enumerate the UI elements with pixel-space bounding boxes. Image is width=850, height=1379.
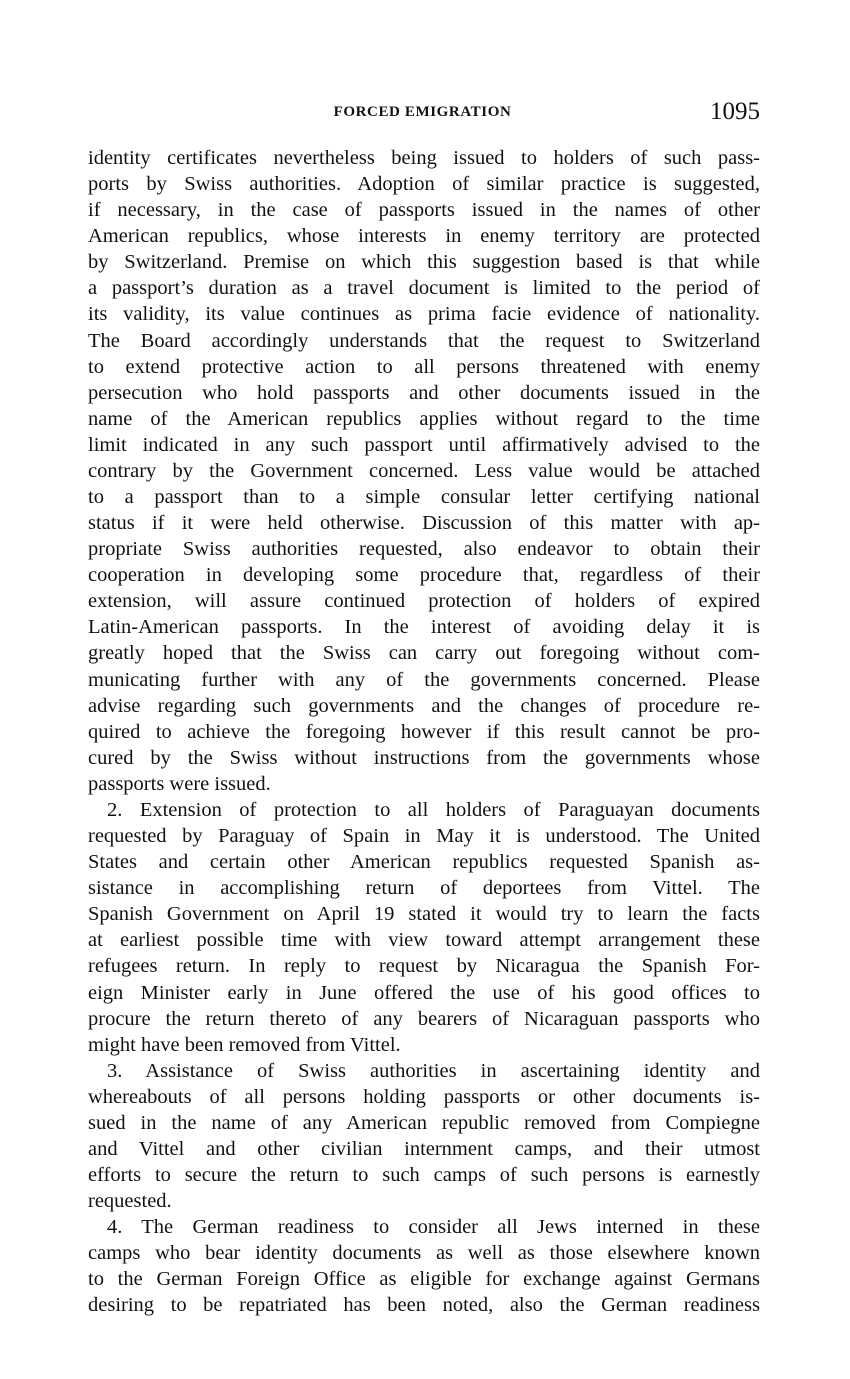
text-line: States and certain other American republics requested Spanish as- xyxy=(88,851,760,874)
paragraph xyxy=(88,797,760,1058)
text-line: greatly hoped that the Swiss can carry out foregoing without com- xyxy=(88,642,760,665)
text-line: name of the American republics applies without regard to the time xyxy=(88,407,760,430)
text-line: persecution who hold passports and other documents issued in the xyxy=(88,381,760,404)
text-line: a passport’s duration as a travel document is limited to the period of xyxy=(88,277,760,300)
body-text xyxy=(88,145,760,1319)
text-line: by Switzerland. Premise on which this suggestion based is that while xyxy=(88,251,760,274)
text-line: camps who bear identity documents as well as those elsewhere known xyxy=(88,1242,760,1265)
paragraph xyxy=(88,1214,760,1318)
text-line: identity certificates nevertheless being issued to holders of such pass- xyxy=(88,147,760,169)
text-line: eign Minister early in June offered the use of his good offices to xyxy=(88,981,760,1004)
text-line: cooperation in developing some procedure that, regardless of their xyxy=(88,564,760,587)
text-line: requested. xyxy=(88,1190,172,1213)
text-line: 3. Assistance of Swiss authorities in ascertaining identity and xyxy=(107,1059,760,1082)
text-line: Spanish Government on April 19 stated it would try to learn the facts xyxy=(88,903,760,926)
page-number: 1095 xyxy=(710,98,760,125)
text-line: The Board accordingly understands that the request to Switzerland xyxy=(88,329,760,352)
text-line: propriate Swiss authorities requested, also endeavor to obtain their xyxy=(88,538,760,561)
text-line: American republics, whose interests in enemy territory are protected xyxy=(88,225,760,248)
text-line: passports were issued. xyxy=(88,772,271,795)
text-line: municating further with any of the governments concerned. Please xyxy=(88,668,760,691)
text-line: ports by Swiss authorities. Adoption of similar practice is suggested, xyxy=(88,173,760,196)
text-line: refugees return. In reply to request by Nicaragua the Spanish For- xyxy=(88,955,760,978)
paragraph xyxy=(88,1058,760,1214)
text-line: advise regarding such governments and the changes of procedure re- xyxy=(88,694,760,717)
text-line: and Vittel and other civilian internment camps, and their utmost xyxy=(88,1137,760,1160)
paragraph xyxy=(88,145,760,797)
text-line: sistance in accomplishing return of deportees from Vittel. The xyxy=(88,877,760,900)
text-line: whereabouts of all persons holding passports or other documents is- xyxy=(88,1085,760,1108)
text-line: requested by Paraguay of Spain in May it is understood. The United xyxy=(88,825,760,848)
text-line: Latin-American passports. In the interest of avoiding delay it is xyxy=(88,616,760,639)
running-head-title: FORCED EMIGRATION xyxy=(333,104,512,120)
text-line: cured by the Swiss without instructions from the governments whose xyxy=(88,746,760,769)
text-line: to extend protective action to all persons threatened with enemy xyxy=(88,355,760,378)
text-line: 4. The German readiness to consider all Jews interned in these xyxy=(107,1216,760,1239)
text-line: 2. Extension of protection to all holders of Paraguayan documents xyxy=(107,798,760,821)
text-line: procure the return thereto of any bearers of Nicaraguan passports who xyxy=(88,1007,760,1030)
text-line: efforts to secure the return to such camps of such persons is earnestly xyxy=(88,1164,760,1187)
text-line: at earliest possible time with view toward attempt arrangement these xyxy=(88,929,760,952)
text-line: to the German Foreign Office as eligible for exchange against Germans xyxy=(88,1268,760,1291)
text-line: desiring to be repatriated has been noted, also the German readiness xyxy=(88,1294,760,1317)
text-line: sued in the name of any American republic removed from Compiegne xyxy=(88,1111,760,1134)
text-line: status if it were held otherwise. Discussion of this matter with ap- xyxy=(88,512,760,535)
text-line: contrary by the Government concerned. Less value would be attached xyxy=(88,459,760,482)
text-line: to a passport than to a simple consular letter certifying national xyxy=(88,486,760,509)
text-line: might have been removed from Vittel. xyxy=(88,1033,401,1056)
text-line: quired to achieve the foregoing however if this result cannot be pro- xyxy=(88,720,760,743)
text-line: extension, will assure continued protection of holders of expired xyxy=(88,590,760,613)
text-line: its validity, its value continues as prima facie evidence of nationality. xyxy=(88,303,760,326)
text-line: if necessary, in the case of passports issued in the names of other xyxy=(88,199,760,222)
text-line: limit indicated in any such passport until affirmatively advised to the xyxy=(88,433,760,456)
running-header xyxy=(0,100,850,130)
